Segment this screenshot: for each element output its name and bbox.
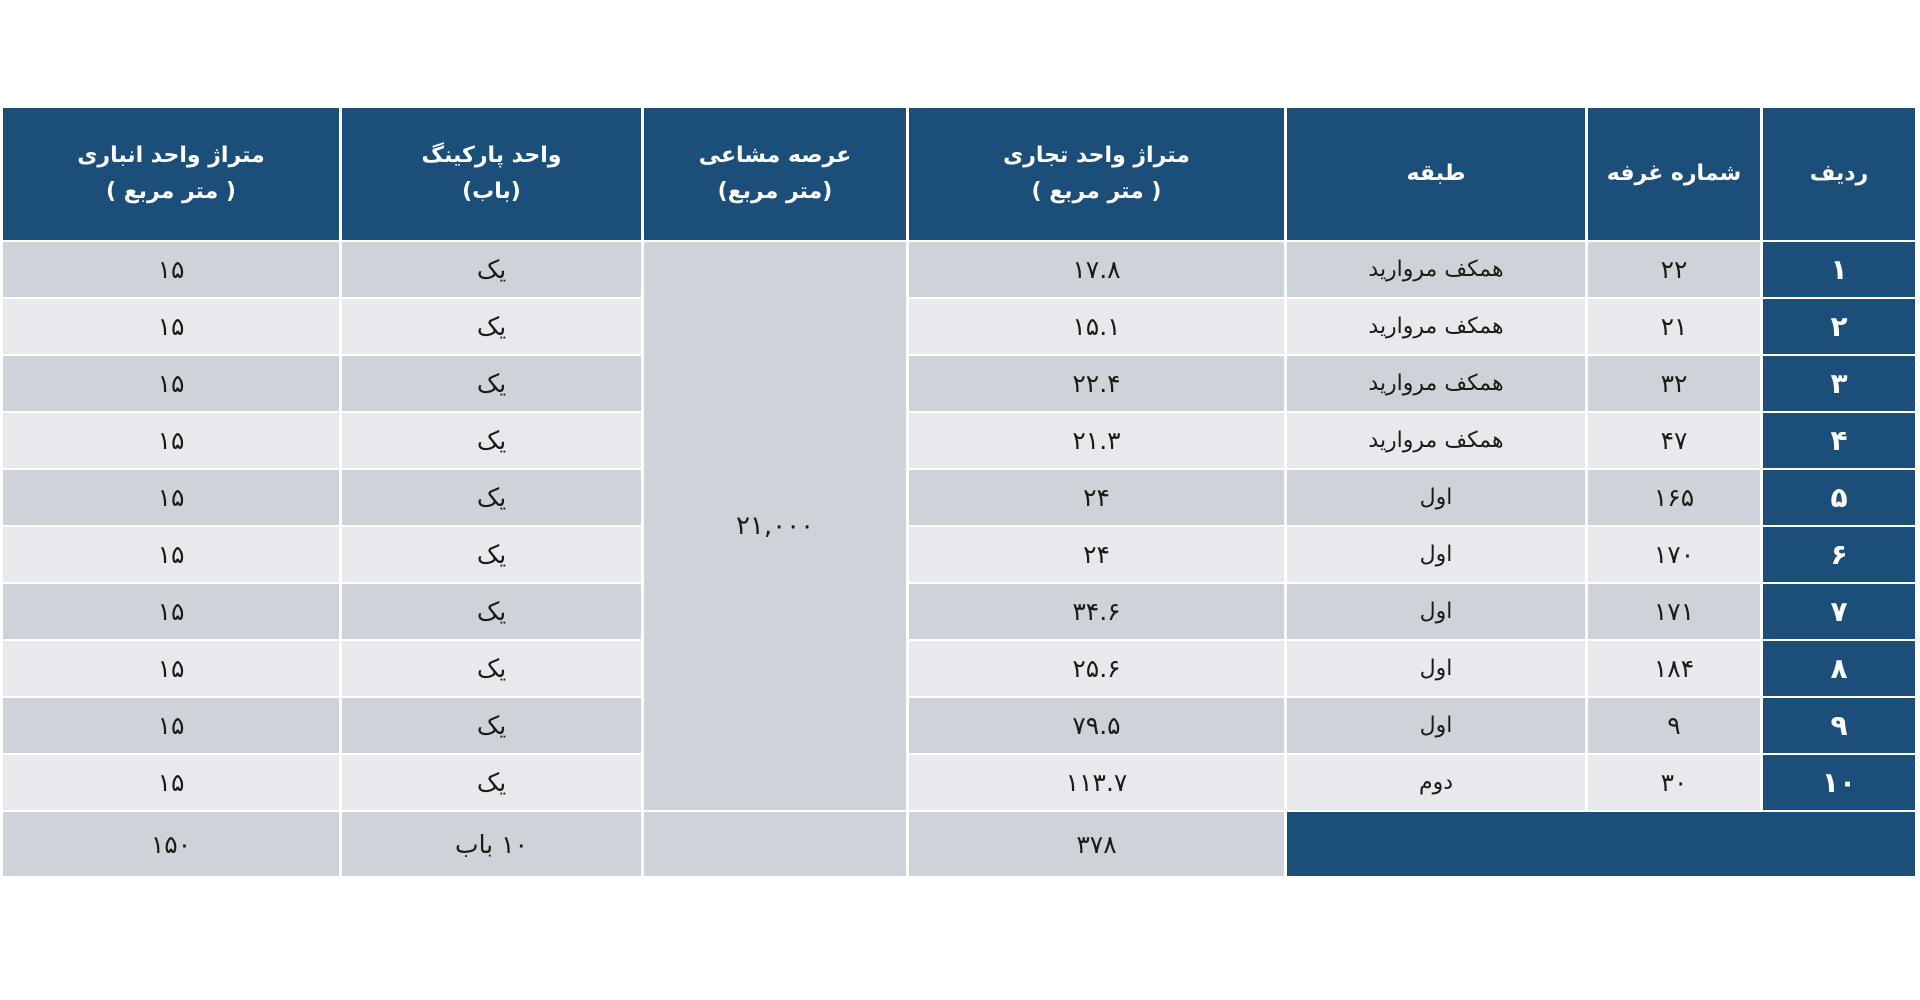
parking-cell: یک: [342, 242, 641, 297]
commercial-units-table: [0, 106, 1918, 878]
table-row: [3, 755, 1915, 810]
header-commercial-area-unit: ( متر مربع ): [1031, 179, 1162, 204]
floor-cell: همکف مروارید: [1287, 299, 1585, 354]
parking-cell: یک: [342, 641, 641, 696]
header-storage-area-title: متراژ واحد انباری: [77, 143, 265, 168]
header-shared-area: [644, 108, 906, 240]
parking-cell: یک: [342, 584, 641, 639]
row-number-cell: ۲: [1763, 299, 1915, 354]
floor-cell: همکف مروارید: [1287, 242, 1585, 297]
floor-cell: اول: [1287, 698, 1585, 753]
header-floor: [1287, 108, 1585, 240]
parking-cell: یک: [342, 698, 641, 753]
table-row: [3, 242, 1915, 297]
header-commercial-area-title: متراژ واحد تجاری: [1003, 143, 1190, 168]
row-number-cell: ۶: [1763, 527, 1915, 582]
header-row-number-label: ردیف: [1809, 161, 1869, 186]
storage-area-cell: ۱۵: [3, 641, 339, 696]
row-number-cell: ۴: [1763, 413, 1915, 468]
floor-cell: دوم: [1287, 755, 1585, 810]
row-number-cell: ۵: [1763, 470, 1915, 525]
header-storage-area: [3, 108, 339, 240]
floor-cell: همکف مروارید: [1287, 413, 1585, 468]
booth-number-cell: ۴۷: [1588, 413, 1760, 468]
commercial-area-cell: ۲۱.۳: [909, 413, 1284, 468]
parking-cell: یک: [342, 755, 641, 810]
booth-number-cell: ۱۶۵: [1588, 470, 1760, 525]
parking-cell: یک: [342, 299, 641, 354]
booth-number-cell: ۳۰: [1588, 755, 1760, 810]
booth-number-cell: ۱۷۱: [1588, 584, 1760, 639]
row-number-cell: ۹: [1763, 698, 1915, 753]
row-number-cell: ۸: [1763, 641, 1915, 696]
floor-cell: همکف مروارید: [1287, 356, 1585, 411]
storage-area-cell: ۱۵: [3, 698, 339, 753]
table-row: [3, 698, 1915, 753]
row-number-cell: ۱: [1763, 242, 1915, 297]
shared-area-cell: ۲۱,۰۰۰: [644, 242, 906, 810]
table-row: [3, 299, 1915, 354]
floor-cell: اول: [1287, 527, 1585, 582]
header-parking: [342, 108, 641, 240]
table-row: [3, 584, 1915, 639]
floor-cell: اول: [1287, 470, 1585, 525]
table-header-row: [3, 108, 1915, 240]
parking-cell: یک: [342, 470, 641, 525]
commercial-area-cell: ۱۵.۱: [909, 299, 1284, 354]
parking-cell: یک: [342, 413, 641, 468]
totals-blank-cell: [1287, 812, 1915, 876]
booth-number-cell: ۲۲: [1588, 242, 1760, 297]
parking-cell: یک: [342, 527, 641, 582]
commercial-area-cell: ۲۵.۶: [909, 641, 1284, 696]
row-number-cell: ۳: [1763, 356, 1915, 411]
total-commercial-area-cell: ۳۷۸: [909, 812, 1284, 876]
header-row-number: [1763, 108, 1915, 240]
total-parking-cell: ۱۰ باب: [342, 812, 641, 876]
header-booth-number-label: شماره غرفه: [1606, 161, 1742, 186]
floor-cell: اول: [1287, 584, 1585, 639]
booth-number-cell: ۲۱: [1588, 299, 1760, 354]
commercial-area-cell: ۲۴: [909, 470, 1284, 525]
header-parking-title: واحد پارکینگ: [421, 143, 562, 168]
header-parking-unit: (باب): [462, 179, 521, 204]
table-row: [3, 641, 1915, 696]
storage-area-cell: ۱۵: [3, 242, 339, 297]
header-shared-area-title: عرصه مشاعی: [698, 143, 852, 168]
header-booth-number: [1588, 108, 1760, 240]
table-row: [3, 527, 1915, 582]
booth-number-cell: ۱۸۴: [1588, 641, 1760, 696]
header-commercial-area: [909, 108, 1284, 240]
storage-area-cell: ۱۵: [3, 527, 339, 582]
commercial-area-cell: ۳۴.۶: [909, 584, 1284, 639]
table-row: [3, 356, 1915, 411]
storage-area-cell: ۱۵: [3, 755, 339, 810]
booth-number-cell: ۹: [1588, 698, 1760, 753]
booth-number-cell: ۱۷۰: [1588, 527, 1760, 582]
commercial-area-cell: ۱۷.۸: [909, 242, 1284, 297]
totals-row: [3, 812, 1915, 876]
header-storage-area-unit: ( متر مربع ): [106, 179, 236, 204]
floor-cell: اول: [1287, 641, 1585, 696]
row-number-cell: ۷: [1763, 584, 1915, 639]
storage-area-cell: ۱۵: [3, 584, 339, 639]
header-floor-label: طبقه: [1406, 161, 1466, 186]
property-table-container: [0, 106, 1918, 878]
commercial-area-cell: ۲۴: [909, 527, 1284, 582]
table-row: [3, 470, 1915, 525]
row-number-cell: ۱۰: [1763, 755, 1915, 810]
table-row: [3, 413, 1915, 468]
header-shared-area-unit: (متر مربع): [717, 179, 833, 204]
storage-area-cell: ۱۵: [3, 299, 339, 354]
storage-area-cell: ۱۵: [3, 356, 339, 411]
commercial-area-cell: ۱۱۳.۷: [909, 755, 1284, 810]
storage-area-cell: ۱۵: [3, 470, 339, 525]
parking-cell: یک: [342, 356, 641, 411]
commercial-area-cell: ۷۹.۵: [909, 698, 1284, 753]
commercial-area-cell: ۲۲.۴: [909, 356, 1284, 411]
total-shared-area-cell: [644, 812, 906, 876]
storage-area-cell: ۱۵: [3, 413, 339, 468]
booth-number-cell: ۳۲: [1588, 356, 1760, 411]
total-storage-area-cell: ۱۵۰: [3, 812, 339, 876]
